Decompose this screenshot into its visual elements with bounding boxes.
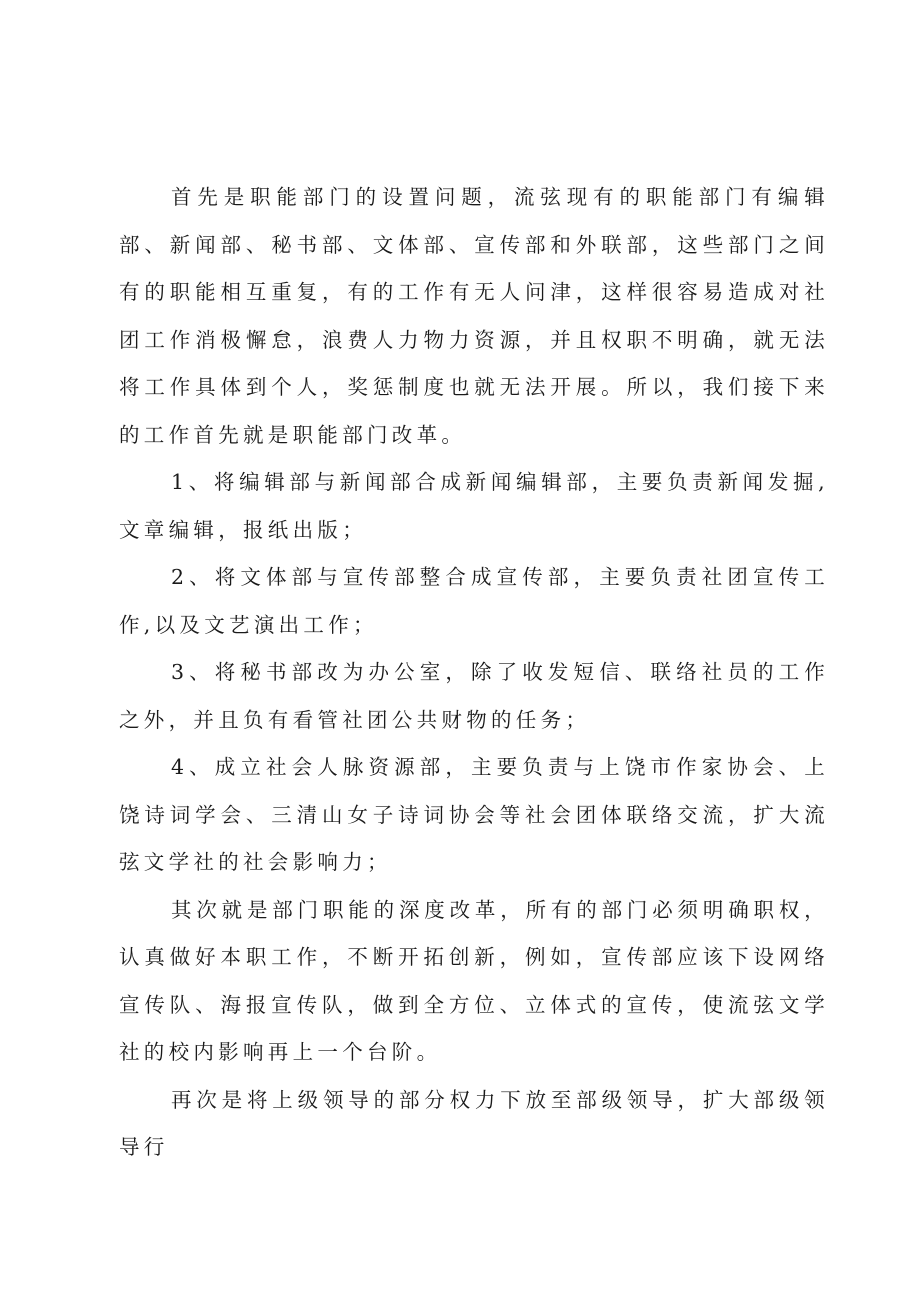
document-body xyxy=(119,174,829,1172)
paragraph-function-reform: 其次就是部门职能的深度改革，所有的部门必须明确职权，认真做好本职工作，不断开拓创新，例如，宣传部应该下设网络宣传队、海报宣传队，做到全方位、立体式的宣传，使流弦文学社的校内影响再上一个台阶。 xyxy=(119,897,829,1064)
paragraph-power-delegation: 再次是将上级领导的部分权力下放至部级领导，扩大部级领导行 xyxy=(119,1087,829,1159)
paragraph-item-1: 1、将编辑部与新闻部合成新闻编辑部，主要负责新闻发掘,文章编辑，报纸出版； xyxy=(119,470,829,542)
paragraph-item-4: 4、成立社会人脉资源部，主要负责与上饶市作家协会、上饶诗词学会、三清山女子诗词协会等社会团体联络交流，扩大流弦文学社的社会影响力； xyxy=(119,755,829,874)
paragraph-department-setup: 首先是职能部门的设置问题，流弦现有的职能部门有编辑部、新闻部、秘书部、文体部、宣传部和外联部，这些部门之间有的职能相互重复，有的工作有无人问津，这样很容易造成对社团工作消极懈怠，浪费人力物力资源，并且权职不明确，就无法将工作具体到个人，奖惩制度也就无法开展。所以，我们接下来的工作首先就是职能部门改革。 xyxy=(119,185,829,447)
paragraph-item-3: 3、将秘书部改为办公室，除了收发短信、联络社员的工作之外，并且负有看管社团公共财物的任务； xyxy=(119,660,829,732)
paragraph-item-2: 2、将文体部与宣传部整合成宣传部，主要负责社团宣传工作,以及文艺演出工作； xyxy=(119,565,829,637)
